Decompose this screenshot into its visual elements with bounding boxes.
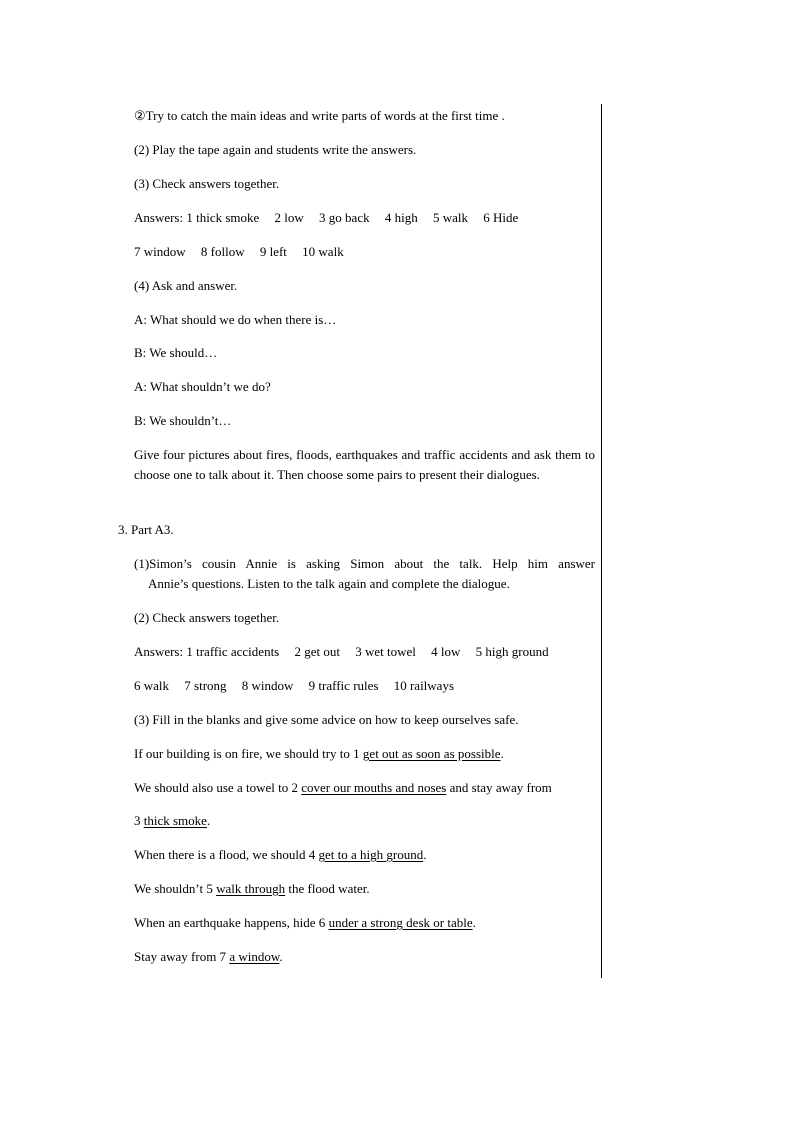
answer-item: 2 get out [294, 644, 340, 659]
step-check-answers-2: (2) Check answers together. [134, 610, 280, 625]
step-ask-and-answer: (4) Ask and answer. [134, 278, 238, 293]
step-play-tape-again: (2) Play the tape again and students write the answers. [134, 142, 417, 157]
answer-item: 10 railways [393, 678, 455, 693]
fill-line-4 [134, 847, 426, 863]
fill-line-3 [134, 813, 210, 829]
fill-line-5 [134, 881, 370, 897]
filled-answer: cover our mouths and noses [301, 780, 447, 795]
answer-item: 6 Hide [483, 210, 519, 225]
answer-item: 3 go back [319, 210, 370, 225]
answer-item: 2 low [274, 210, 304, 225]
filled-answer: get to a high ground [318, 847, 424, 862]
answer-item: 4 low [431, 644, 461, 659]
activity-paragraph: Give four pictures about fires, floods, earthquakes and traffic accidents and ask them to choose one to talk about it. Then choose some pairs to present their dialogues. [134, 447, 595, 482]
fill-text: the flood water. [285, 881, 370, 896]
fill-line-1 [134, 746, 504, 762]
step-check-answers: (3) Check answers together. [134, 176, 280, 191]
step-fill-blanks: (3) Fill in the blanks and give some advice on how to keep ourselves safe. [134, 712, 519, 727]
answer-item: 5 walk [432, 210, 468, 225]
answer-item: 10 walk [302, 244, 344, 259]
filled-answer: thick smoke [143, 813, 207, 828]
fill-text: . [423, 847, 427, 862]
answers-line-3 [134, 644, 549, 660]
answers-line-1 [134, 210, 518, 226]
answer-item: 1 thick smoke [186, 210, 260, 225]
answer-item: 4 high [384, 210, 418, 225]
answer-item: 3 wet towel [355, 644, 416, 659]
fill-text: . [472, 915, 476, 930]
fill-text: We should also use a towel to 2 [134, 780, 302, 795]
answer-item: 7 strong [184, 678, 227, 693]
answers-label: Answers: [134, 210, 184, 225]
fill-text: Stay away from 7 [134, 949, 230, 964]
answers-line-4 [134, 678, 454, 694]
section-number: 3. [118, 522, 128, 537]
answer-item: 8 window [241, 678, 294, 693]
dialogue-line-b1: B: We should… [134, 345, 218, 360]
filled-answer: a window [229, 949, 280, 964]
fill-text: We shouldn’t 5 [134, 881, 217, 896]
step-catch-main-ideas: ②Try to catch the main ideas and write parts of words at the first time . [134, 108, 505, 123]
fill-text: . [206, 813, 211, 828]
answer-item: 6 walk [134, 678, 170, 693]
answer-item: 1 traffic accidents [186, 644, 280, 659]
answer-item: 5 high ground [475, 644, 549, 659]
section-title: Part A3. [131, 522, 174, 537]
table-right-border [601, 104, 602, 978]
section-heading [118, 522, 174, 538]
fill-text: and stay away from [446, 780, 552, 795]
fill-text: . [279, 949, 283, 964]
fill-text: . [500, 746, 504, 761]
answers-line-2 [134, 244, 344, 260]
fill-text: 3 [134, 813, 144, 828]
dialogue-line-a2: A: What shouldn’t we do? [134, 379, 271, 394]
filled-answer: get out as soon as possible [362, 746, 501, 761]
fill-line-7 [134, 949, 283, 965]
fill-line-2 [134, 780, 552, 796]
fill-text: If our building is on fire, we should try to 1 [134, 746, 363, 761]
filled-answer: walk through [216, 881, 286, 896]
fill-line-6 [134, 915, 476, 931]
filled-answer: under a strong desk or table [328, 915, 473, 930]
listening-instruction [134, 554, 595, 594]
fill-text: When there is a flood, we should 4 [134, 847, 319, 862]
answer-item: 8 follow [200, 244, 245, 259]
answer-item: 9 left [259, 244, 287, 259]
instruction-line-1: (1)Simon’s cousin Annie is asking Simon about the talk. Help him answer [134, 556, 595, 571]
dialogue-line-a1: A: What should we do when there is… [134, 312, 337, 327]
answers-label: Answers: [134, 644, 184, 659]
fill-text: When an earthquake happens, hide 6 [134, 915, 329, 930]
dialogue-line-b2: B: We shouldn’t… [134, 413, 232, 428]
answer-item: 9 traffic rules [308, 678, 379, 693]
answer-item: 7 window [134, 244, 186, 259]
instruction-line-2: Annie’s questions. Listen to the talk again and complete the dialogue. [148, 576, 510, 591]
